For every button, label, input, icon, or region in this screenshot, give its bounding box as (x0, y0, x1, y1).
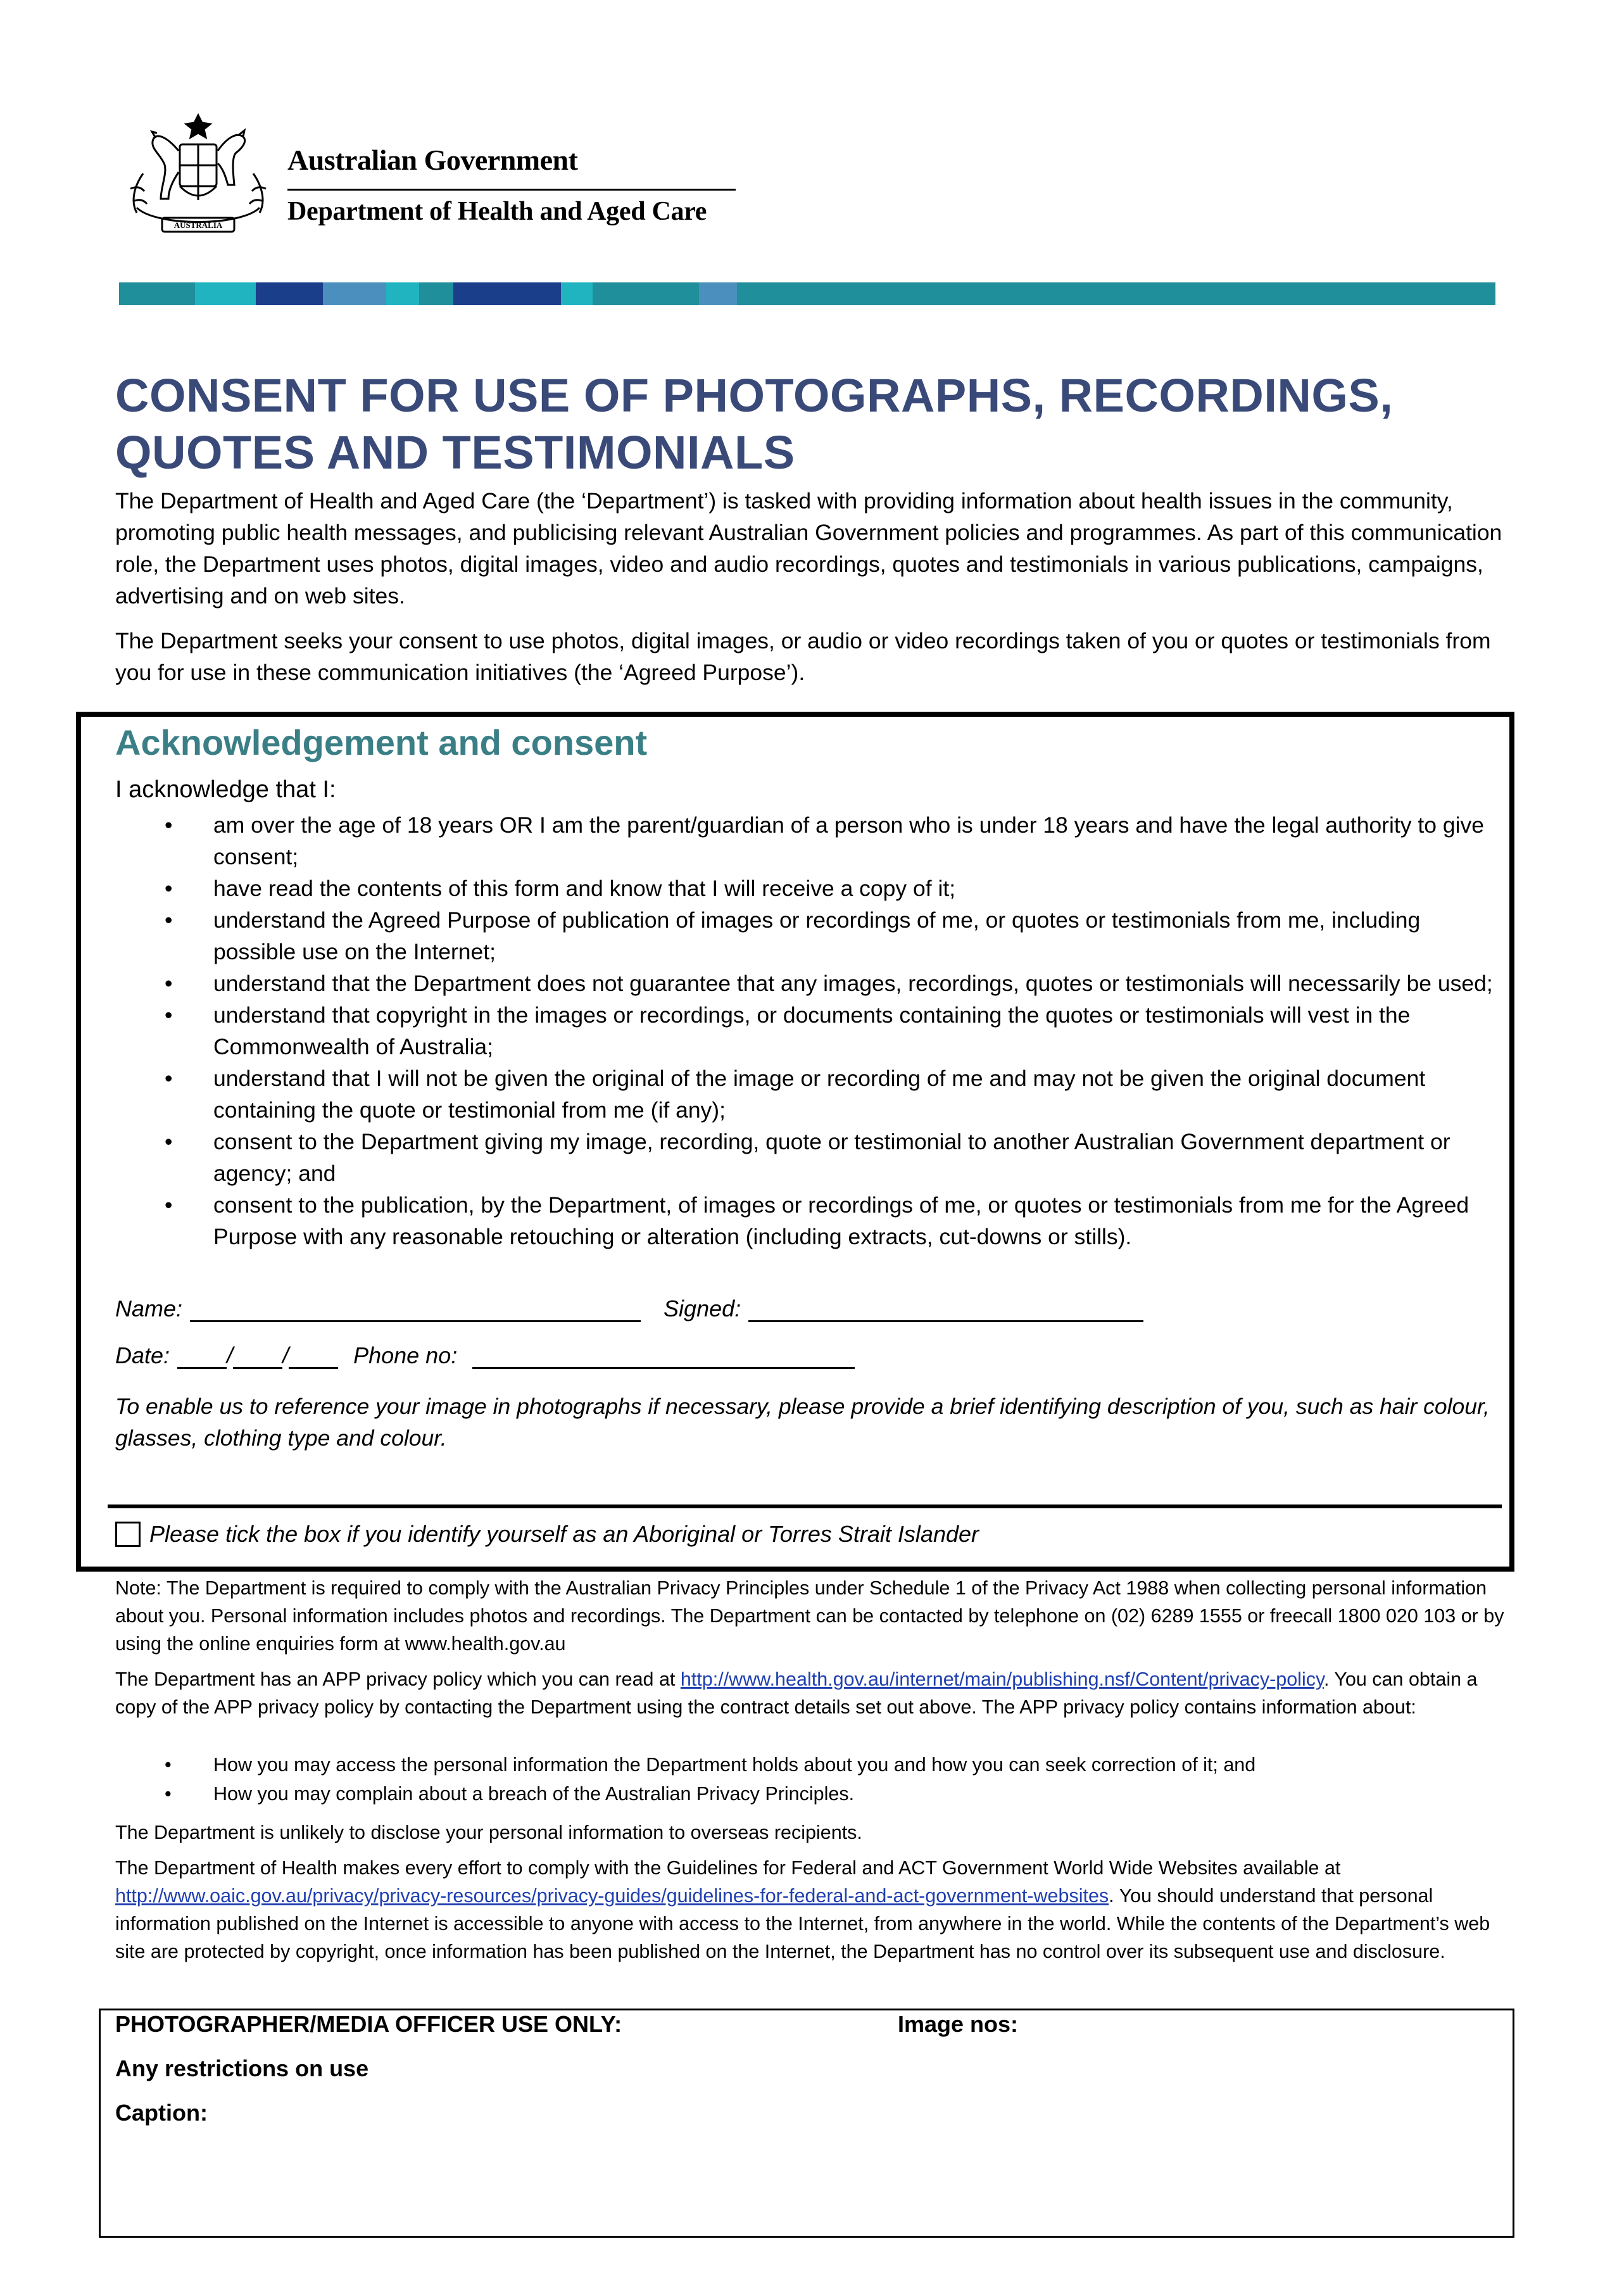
colour-bar-segment (386, 282, 419, 305)
officer-use-title: PHOTOGRAPHER/MEDIA OFFICER USE ONLY: (115, 2011, 622, 2037)
signed-label: Signed: (664, 1296, 741, 1321)
logo-divider (287, 189, 736, 191)
date-separator: / (282, 1342, 289, 1368)
description-line[interactable] (108, 1504, 1502, 1508)
colour-bar-segment (699, 282, 737, 305)
colour-bar-segment (119, 282, 195, 305)
department-name: Department of Health and Aged Care (287, 197, 707, 226)
name-field[interactable] (190, 1298, 641, 1322)
list-item: • understand the Agreed Purpose of publication of images or recordings of me, or quotes or testimonials from me, including possible use on the Internet; (115, 904, 1506, 968)
coat-of-arms-icon (118, 113, 279, 237)
list-item: • understand that I will not be given the original of the image or recording of me and may not be given the original document containing the quote or testimonial from me (if any); (115, 1063, 1506, 1126)
decorative-colour-bar (119, 282, 1495, 305)
colour-bar-segment (453, 282, 561, 305)
colour-bar-segment (195, 282, 256, 305)
svg-text:AUSTRALIA: AUSTRALIA (173, 220, 223, 230)
colour-bar-segment (593, 282, 699, 305)
image-nos-label: Image nos: (898, 2011, 1019, 2037)
phone-field[interactable] (472, 1345, 855, 1369)
date-month-field[interactable] (233, 1345, 282, 1369)
government-logo (118, 113, 751, 239)
aboriginal-checkbox[interactable] (115, 1522, 141, 1547)
aboriginal-identification-row (115, 1521, 979, 1548)
colour-bar-segment (561, 282, 593, 305)
bullet: • (165, 1002, 173, 1028)
media-officer-box (99, 2009, 1514, 2238)
date-year-field[interactable] (289, 1345, 338, 1369)
name-signed-row (115, 1296, 1143, 1322)
consent-heading: Acknowledgement and consent (115, 722, 648, 762)
signature-field[interactable] (748, 1298, 1143, 1322)
list-item: • How you may access the personal information the Department holds about you and how you can seek correction of it; and (115, 1750, 1508, 1779)
bullet: • (165, 907, 173, 933)
list-item: • consent to the Department giving my image, recording, quote or testimonial to another Australian Government department or agency; and (115, 1126, 1506, 1189)
bullet: • (165, 1129, 173, 1154)
bullet: • (165, 812, 173, 838)
acknowledgement-list (115, 809, 1506, 1252)
guidelines-note: The Department of Health makes every effort to comply with the Guidelines for Federal and ACT Government World Wide Websites available at http://www.oaic.gov.au/privacy/privacy-resources/privacy-guides/guidelines-for-federal-and-act-government-websites. You should understand that personal information published on the Internet is accessible to anyone with access to the Internet, from anywhere in the world. While the contents of the Department’s web site are protected by copyright, once information has been published on the Internet, the Department has no control over its subsequent use and disclosure. (115, 1857, 1490, 1962)
date-label: Date: (115, 1342, 170, 1368)
colour-bar-segment (737, 282, 1495, 305)
bullet: • (165, 876, 173, 901)
bullet: • (165, 1192, 173, 1218)
intro-paragraph: The Department seeks your consent to use photos, digital images, or audio or video recordings taken of you or quotes or testimonials from you for use in these communication initiatives (the ‘Agreed Purpose’). (115, 628, 1491, 685)
colour-bar-segment (256, 282, 323, 305)
app-policy-list (115, 1750, 1508, 1808)
reference-description-note: To enable us to reference your image in photographs if necessary, please provide a brief identifying description of you, such as hair colour, glasses, clothing type and colour. (115, 1394, 1490, 1451)
app-policy-note: The Department has an APP privacy policy which you can read at http://www.health.gov.au/internet/main/publishing.nsf/Content/privacy-policy. You can obtain a copy of the APP privacy policy by contacting the Department using the contract details set out above. The APP privacy policy contains information about: (115, 1668, 1478, 1718)
list-item: • have read the contents of this form and know that I will receive a copy of it; (115, 873, 1506, 904)
list-item: • understand that copyright in the images or recordings, or documents containing the quotes or testimonials will vest in the Commonwealth of Australia; (115, 999, 1506, 1063)
colour-bar-segment (419, 282, 453, 305)
page-title: CONSENT FOR USE OF PHOTOGRAPHS, RECORDINGS, QUOTES AND TESTIMONIALS (115, 369, 1394, 479)
guidelines-link[interactable]: http://www.oaic.gov.au/privacy/privacy-resources/privacy-guides/guidelines-for-federal-and-act-government-websites (115, 1885, 1109, 1907)
restrictions-label: Any restrictions on use (115, 2055, 369, 2081)
overseas-note: The Department is unlikely to disclose your personal information to overseas recipients. (115, 1822, 862, 1843)
list-item: • How you may complain about a breach of the Australian Privacy Principles. (115, 1779, 1508, 1808)
bullet: • (165, 1754, 172, 1776)
caption-label: Caption: (115, 2100, 208, 2126)
bullet: • (165, 1066, 173, 1091)
colour-bar-segment (323, 282, 386, 305)
list-item: • understand that the Department does not guarantee that any images, recordings, quotes or testimonials will necessarily be used; (115, 968, 1506, 999)
acknowledge-lead: I acknowledge that I: (115, 776, 336, 803)
intro-paragraph: The Department of Health and Aged Care (the ‘Department’) is tasked with providing information about health issues in the community, promoting public health messages, and publicising relevant Australian Government policies and programmes. As part of this communication role, the Department uses photos, digital images, video and audio recordings, quotes and testimonials in various publications, campaigns, advertising and on web sites. (115, 488, 1502, 609)
government-name: Australian Government (287, 144, 578, 176)
date-day-field[interactable] (177, 1345, 227, 1369)
list-item: • consent to the publication, by the Department, of images or recordings of me, or quotes or testimonials from me for the Agreed Purpose with any reasonable retouching or alteration (including extracts, cut-downs or stills). (115, 1189, 1506, 1252)
bullet: • (165, 1783, 172, 1805)
aboriginal-checkbox-label: Please tick the box if you identify yourself as an Aboriginal or Torres Strait Islander (149, 1521, 979, 1547)
phone-label: Phone no: (353, 1342, 458, 1368)
bullet: • (165, 971, 173, 996)
privacy-policy-link[interactable]: http://www.health.gov.au/internet/main/publishing.nsf/Content/privacy-policy (680, 1668, 1324, 1690)
date-separator: / (227, 1342, 234, 1368)
name-label: Name: (115, 1296, 183, 1321)
list-item: • am over the age of 18 years OR I am the parent/guardian of a person who is under 18 years and have the legal authority to give consent; (115, 809, 1506, 873)
date-phone-row (115, 1342, 855, 1369)
privacy-note: Note: The Department is required to comply with the Australian Privacy Principles under Schedule 1 of the Privacy Act 1988 when collecting personal information about you. Personal information includes photos and recordings. The Department can be contacted by telephone on (02) 6289 1555 or freecall 1800 020 103 or by using the online enquiries form at www.health.gov.au (115, 1577, 1504, 1655)
